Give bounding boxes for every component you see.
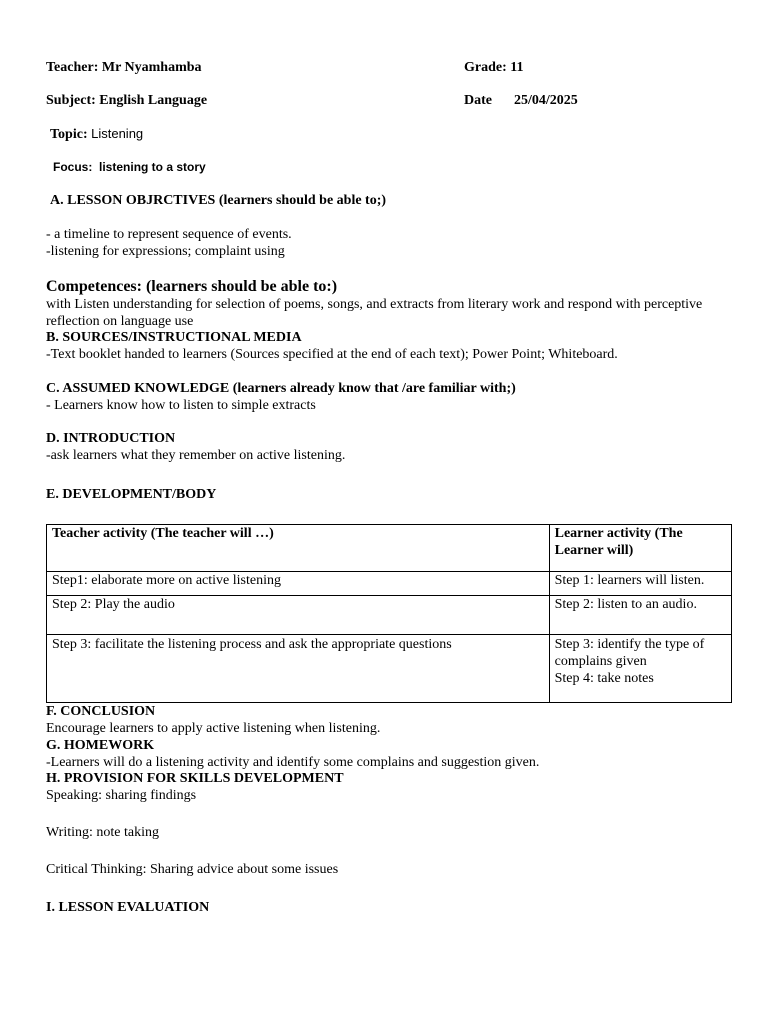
introduction-text: -ask learners what they remember on active listening. — [46, 448, 346, 463]
date-label: Date — [464, 93, 492, 108]
skill-writing: Writing: note taking — [46, 825, 159, 840]
objective-item: - a timeline to represent sequence of events. — [46, 227, 292, 242]
teacher-name: Teacher: Mr Nyamhamba — [46, 60, 202, 75]
learner-step-text: Step 4: take notes — [554, 671, 654, 686]
homework-text: -Learners will do a listening activity and identify some complains and suggestion given. — [46, 755, 540, 770]
learner-activity-header: Learner activity (The Learner will) — [549, 525, 731, 572]
competences-text: with Listen understanding for selection of poems, songs, and extracts from literary work and respond with perceptive reflection on language use — [46, 297, 703, 329]
activity-table — [46, 524, 732, 703]
date-value: 25/04/2025 — [514, 93, 578, 108]
objectives-heading: A. LESSON OBJRCTIVES (learners should be able to;) — [50, 193, 387, 208]
topic-label: Topic: — [50, 127, 88, 142]
skill-critical-thinking: Critical Thinking: Sharing advice about some issues — [46, 862, 339, 877]
skills-heading: H. PROVISION FOR SKILLS DEVELOPMENT — [46, 771, 344, 786]
sources-heading: B. SOURCES/INSTRUCTIONAL MEDIA — [46, 330, 302, 345]
teacher-step-cell: Step 2: Play the audio — [47, 596, 550, 635]
competences-heading: Competences: (learners should be able to:) — [46, 278, 338, 295]
learner-step-cell: Step 2: listen to an audio. — [549, 596, 731, 635]
introduction-heading: D. INTRODUCTION — [46, 431, 176, 446]
assumed-knowledge-heading: C. ASSUMED KNOWLEDGE (learners already know that /are familiar with;) — [46, 381, 516, 396]
learner-step-cell: Step 1: learners will listen. — [549, 572, 731, 596]
homework-heading: G. HOMEWORK — [46, 738, 155, 753]
focus-line — [53, 159, 206, 176]
focus-value: listening to a story — [99, 160, 206, 174]
table-header-row — [47, 525, 732, 572]
grade-label: Grade: 11 — [464, 60, 524, 75]
conclusion-text: Encourage learners to apply active listening when listening. — [46, 721, 381, 736]
teacher-step-cell: Step 3: facilitate the listening process and ask the appropriate questions — [47, 635, 550, 703]
subject-label: Subject: English Language — [46, 93, 208, 108]
table-row — [47, 635, 732, 703]
conclusion-heading: F. CONCLUSION — [46, 704, 156, 719]
focus-label: Focus: — [53, 160, 93, 174]
table-row — [47, 572, 732, 596]
sources-text: -Text booklet handed to learners (Sources specified at the end of each text); Power Point; Whiteboard. — [46, 347, 618, 362]
topic-line — [50, 125, 143, 143]
topic-value: Listening — [91, 126, 144, 141]
objective-item: -listening for expressions; complaint using — [46, 244, 285, 259]
development-heading: E. DEVELOPMENT/BODY — [46, 487, 217, 502]
learner-step-text: Step 3: identify the type of complains given — [554, 637, 705, 669]
evaluation-heading: I. LESSON EVALUATION — [46, 900, 210, 915]
teacher-activity-header: Teacher activity (The teacher will …) — [47, 525, 550, 572]
table-row — [47, 596, 732, 635]
assumed-knowledge-text: - Learners know how to listen to simple extracts — [46, 398, 316, 413]
teacher-step-cell: Step1: elaborate more on active listening — [47, 572, 550, 596]
learner-step-cell — [549, 635, 731, 703]
skill-speaking: Speaking: sharing findings — [46, 788, 197, 803]
